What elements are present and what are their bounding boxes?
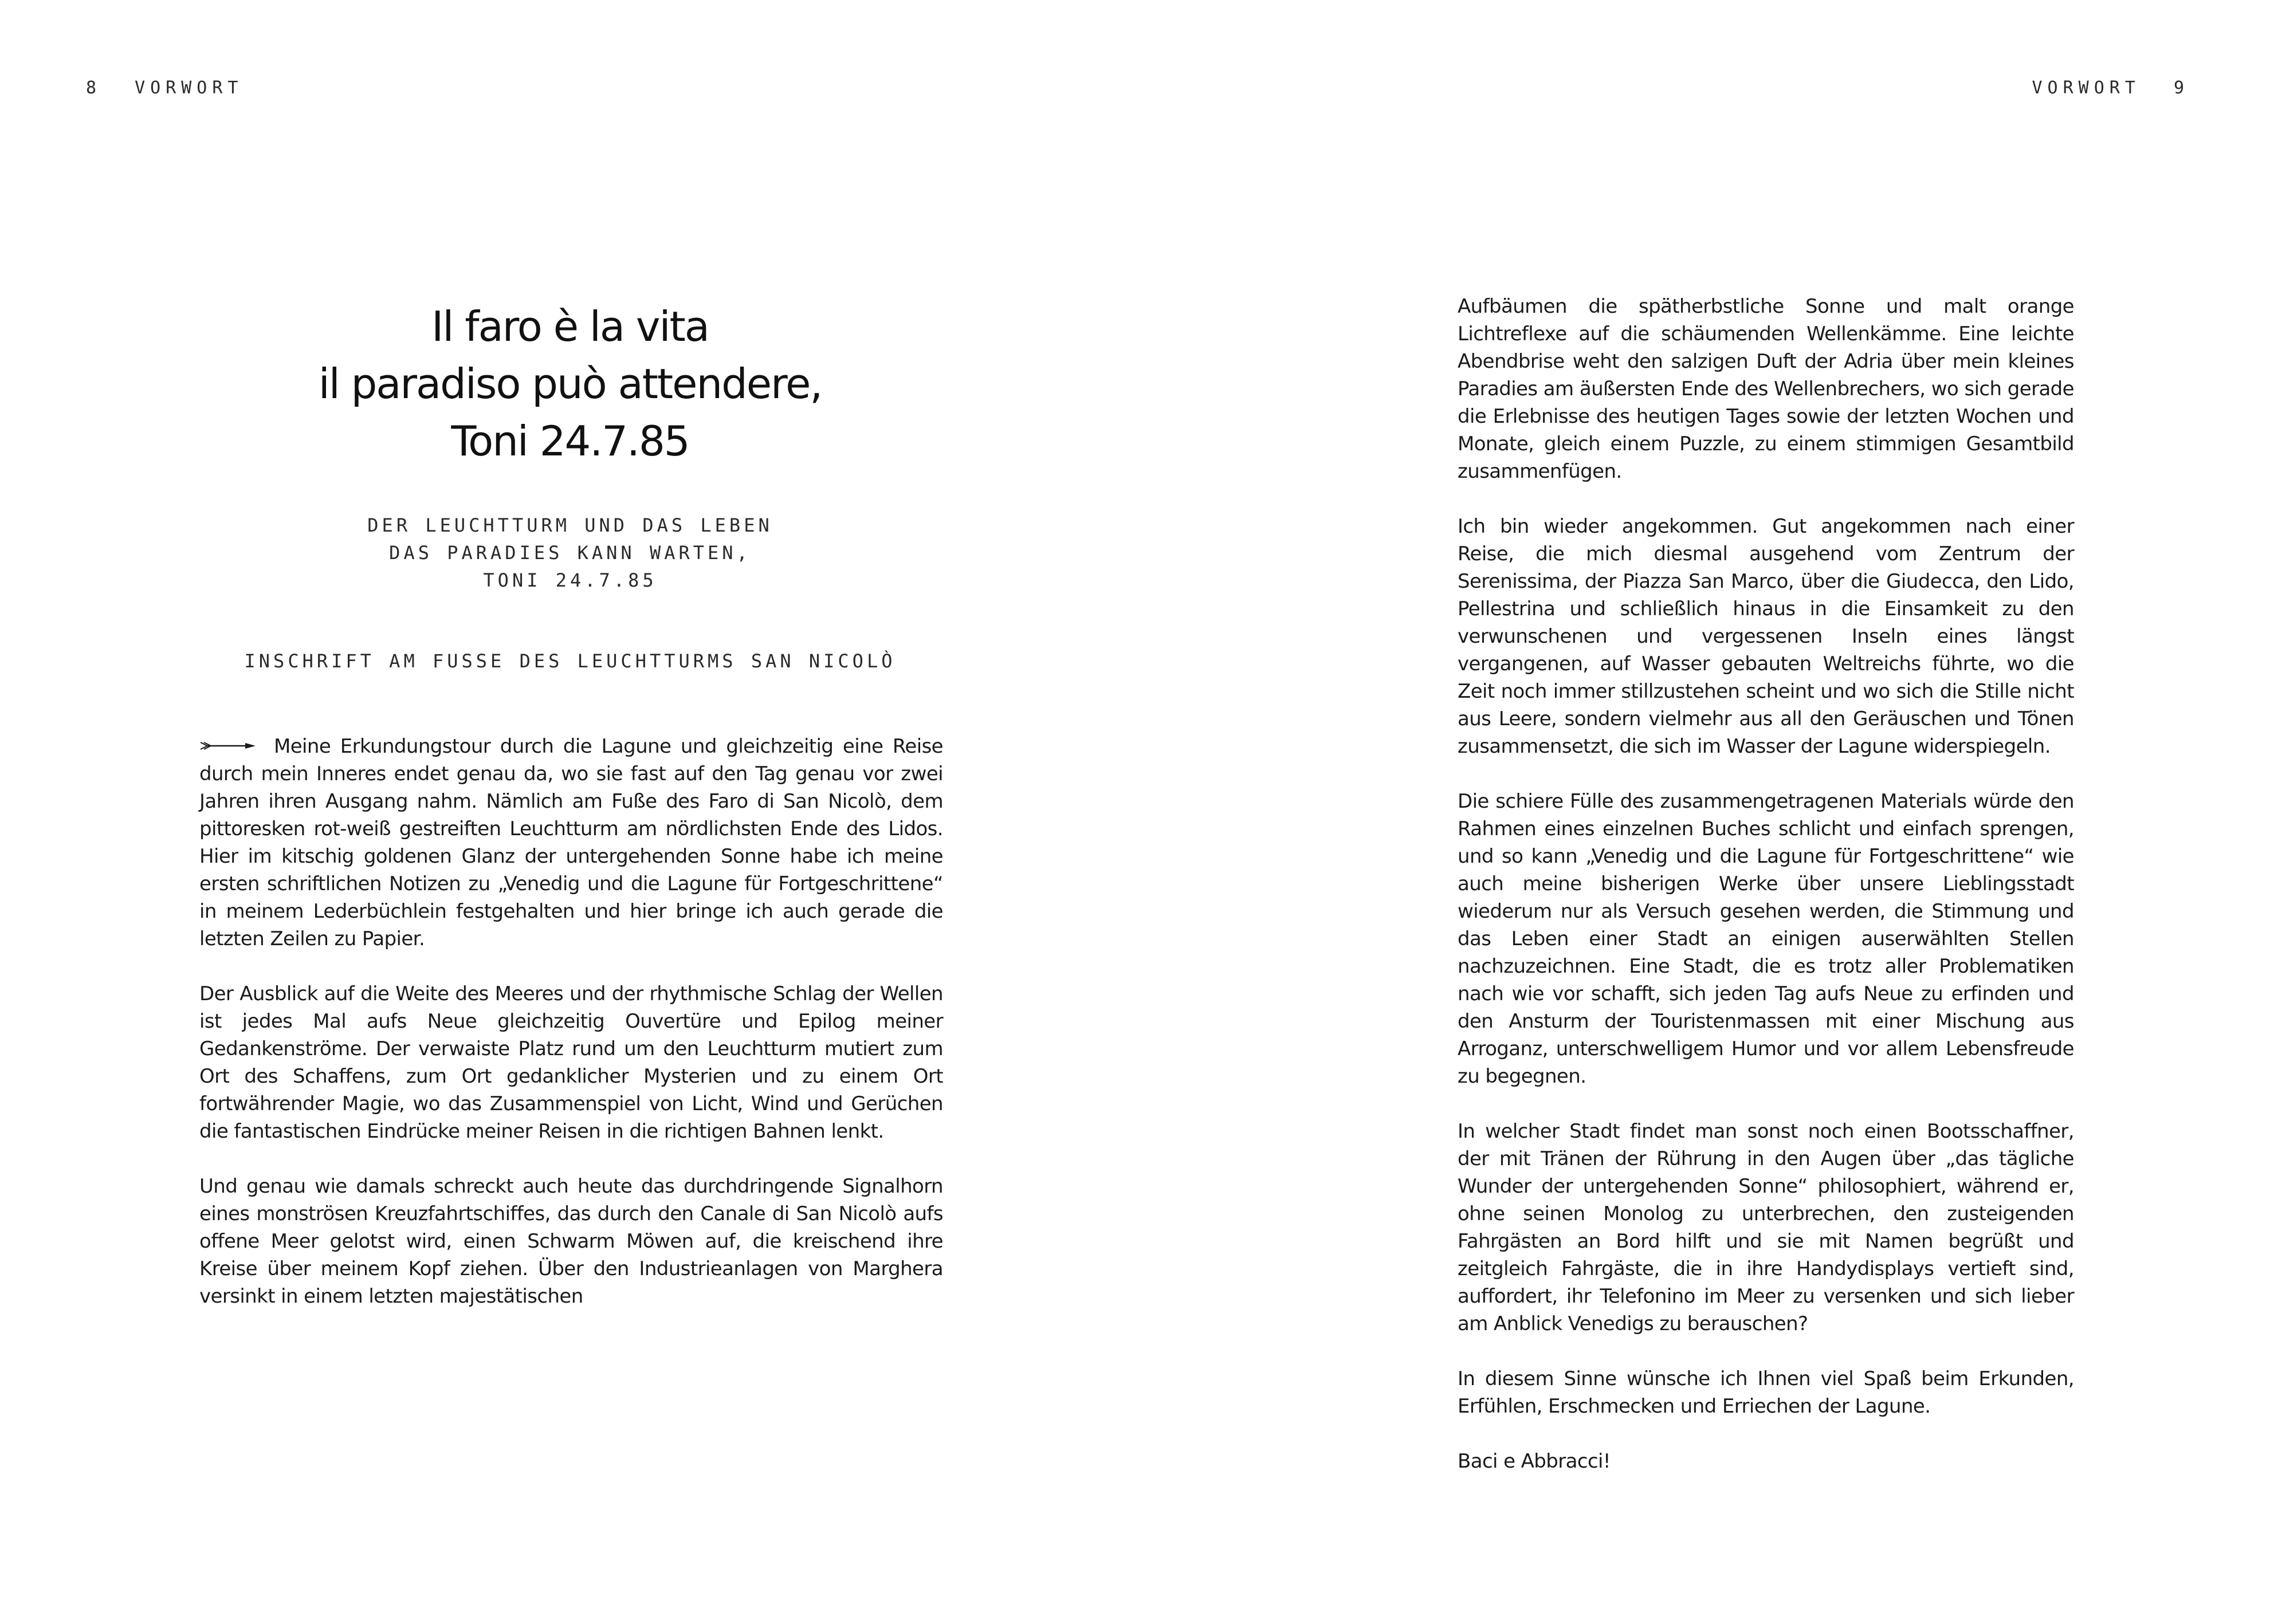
page-number-right: 9 [2173,78,2189,98]
running-head-right [2032,78,2190,98]
body-text-right [1458,293,2074,1475]
paragraph: Der Ausblick auf die Weite des Meeres und der rhythmische Schlag der Wellen ist jedes Mal aufs Neue gleichzeitig Ouvertüre und Epilog meiner Gedankenströme. Der verwaiste Platz rund um den Leuchtturm mutiert zum Ort des Schaffens, zum Ort gedanklicher Mysterien und zu einem Ort fortwährender Magie, wo das Zusammenspiel von Licht, Wind und Gerüchen die fantastischen Eindrücke meiner Reisen in die richtigen Bahnen lenkt. [199,982,943,1143]
paragraph: Baci e Abbracci! [1458,1450,1611,1473]
epigraph-translation [189,512,951,594]
epigraph-translation-line: TONI 24.7.85 [483,569,657,591]
paragraph [199,731,943,953]
epigraph-title-line: Toni 24.7.85 [451,417,689,465]
epigraph-source: INSCHRIFT AM FUSSE DES LEUCHTTURMS SAN NICOLÒ [244,650,896,672]
epigraph-title [189,298,951,470]
paragraph: In welcher Stadt findet man sonst noch einen Bootsschaffner, der mit Tränen der Rührung in den Augen über „das tägliche Wunder der untergehenden Sonne“ philosophiert, während er, ohne seinen Monolog zu unterbrechen, den zusteigenden Fahrgästen an Bord hilft und sie mit Namen begrüßt und zeitgleich Fahrgäste, die in ihre Handydisplays vertieft sind, auffordert, ihr Telefonino im Meer zu versenken und sich lieber am Anblick Venedigs zu berauschen? [1458,1120,2074,1335]
epigraph-translation-line: DAS PARADIES KANN WARTEN, [389,542,751,564]
running-head-title-left: VORWORT [135,78,243,98]
body-text-left [199,731,943,1310]
epigraph-translation-line: DER LEUCHTTURM UND DAS LEBEN [367,514,773,536]
paragraph: Ich bin wieder angekommen. Gut angekommen nach einer Reise, die mich diesmal ausgehend vom Zentrum der Serenissima, der Piazza San Marco, über die Giudecca, den Lido, Pellestrina und schließlich hinaus in die Einsamkeit zu den verwunschenen und vergessenen Inseln eines längst vergangenen, auf Wasser gebauten Weltreichs führte, wo die Zeit noch immer stillzustehen scheint und wo sich die Stille nicht aus Leere, sondern vielmehr aus all den Geräuschen und Tönen zusammensetzt, die sich im Wasser der Lagune widerspiegeln. [1458,515,2074,758]
paragraph: In diesem Sinne wünsche ich Ihnen viel Spaß beim Erkunden, Erfühlen, Erschmecken und Erriechen der Lagune. [1458,1367,2074,1418]
epigraph-title-line: Il faro è la vita [431,302,709,351]
running-head-left [86,78,243,98]
epigraph-title-line: il paradiso può attendere, [318,360,822,408]
paragraph: Und genau wie damals schreckt auch heute das durchdringende Signalhorn eines monströsen Kreuzfahrtschiffes, das durch den Canale di San Nicolò aufs offene Meer gelotst wird, einen Schwarm Möwen auf, die kreischend ihre Kreise über meinem Kopf ziehen. Über den Industrieanlagen von Marghera versinkt in einem letzten majestätischen [199,1175,943,1308]
paragraph: Aufbäumen die spätherbstliche Sonne und malt orange Lichtreflexe auf die schäumenden Wellenkämme. Eine leichte Abendbrise weht den salzigen Duft der Adria über mein kleines Paradies am äußersten Ende des Wellenbrechers, wo sich gerade die Erlebnisse des heutigen Tages sowie der letzten Wochen und Monate, gleich einem Puzzle, zu einem stimmigen Gesamtbild zusammenfügen. [1458,295,2074,483]
right-page [1137,0,2274,1624]
paragraph: Die schiere Fülle des zusammengetragenen Materials würde den Rahmen eines einzelnen Buches schlicht und einfach sprengen, und so kann „Venedig und die Lagune für Fortgeschrittene“ wie auch meine bisherigen Werke über unsere Lieblingsstadt wiederum nur als Versuch gesehen werden, die Stimmung und das Leben einer Stadt an einigen auserwählten Stellen nachzuzeichnen. Eine Stadt, die es trotz aller Problematiken nach wie vor schafft, sich jeden Tag aufs Neue zu erfinden und den Ansturm der Touristenmassen mit einer Mischung aus Arroganz, unterschwelligem Humor und vor allem Lebensfreude zu begegnen. [1458,790,2074,1088]
running-head-title-right: VORWORT [2032,78,2141,98]
page-number-left: 8 [86,78,102,98]
arrow-icon [199,731,257,741]
paragraph-text: Meine Erkundungstour durch die Lagune und gleichzeitig eine Reise durch mein Inneres endet genau da, wo sie fast auf den Tag genau vor zwei Jahren ihren Ausgang nahm. Nämlich am Fuße des Faro di San Nicolò, dem pittoresken rot-weiß gestreiften Leuchtturm am nördlichsten Ende des Lidos. Hier im kitschig goldenen Glanz der untergehenden Sonne habe ich meine ersten schriftlichen Notizen zu „Venedig und die Lagune für Fortgeschrittene“ in meinem Lederbüchlein festgehalten und hier bringe ich auch gerade die letzten Zeilen zu Papier. [199,735,943,950]
